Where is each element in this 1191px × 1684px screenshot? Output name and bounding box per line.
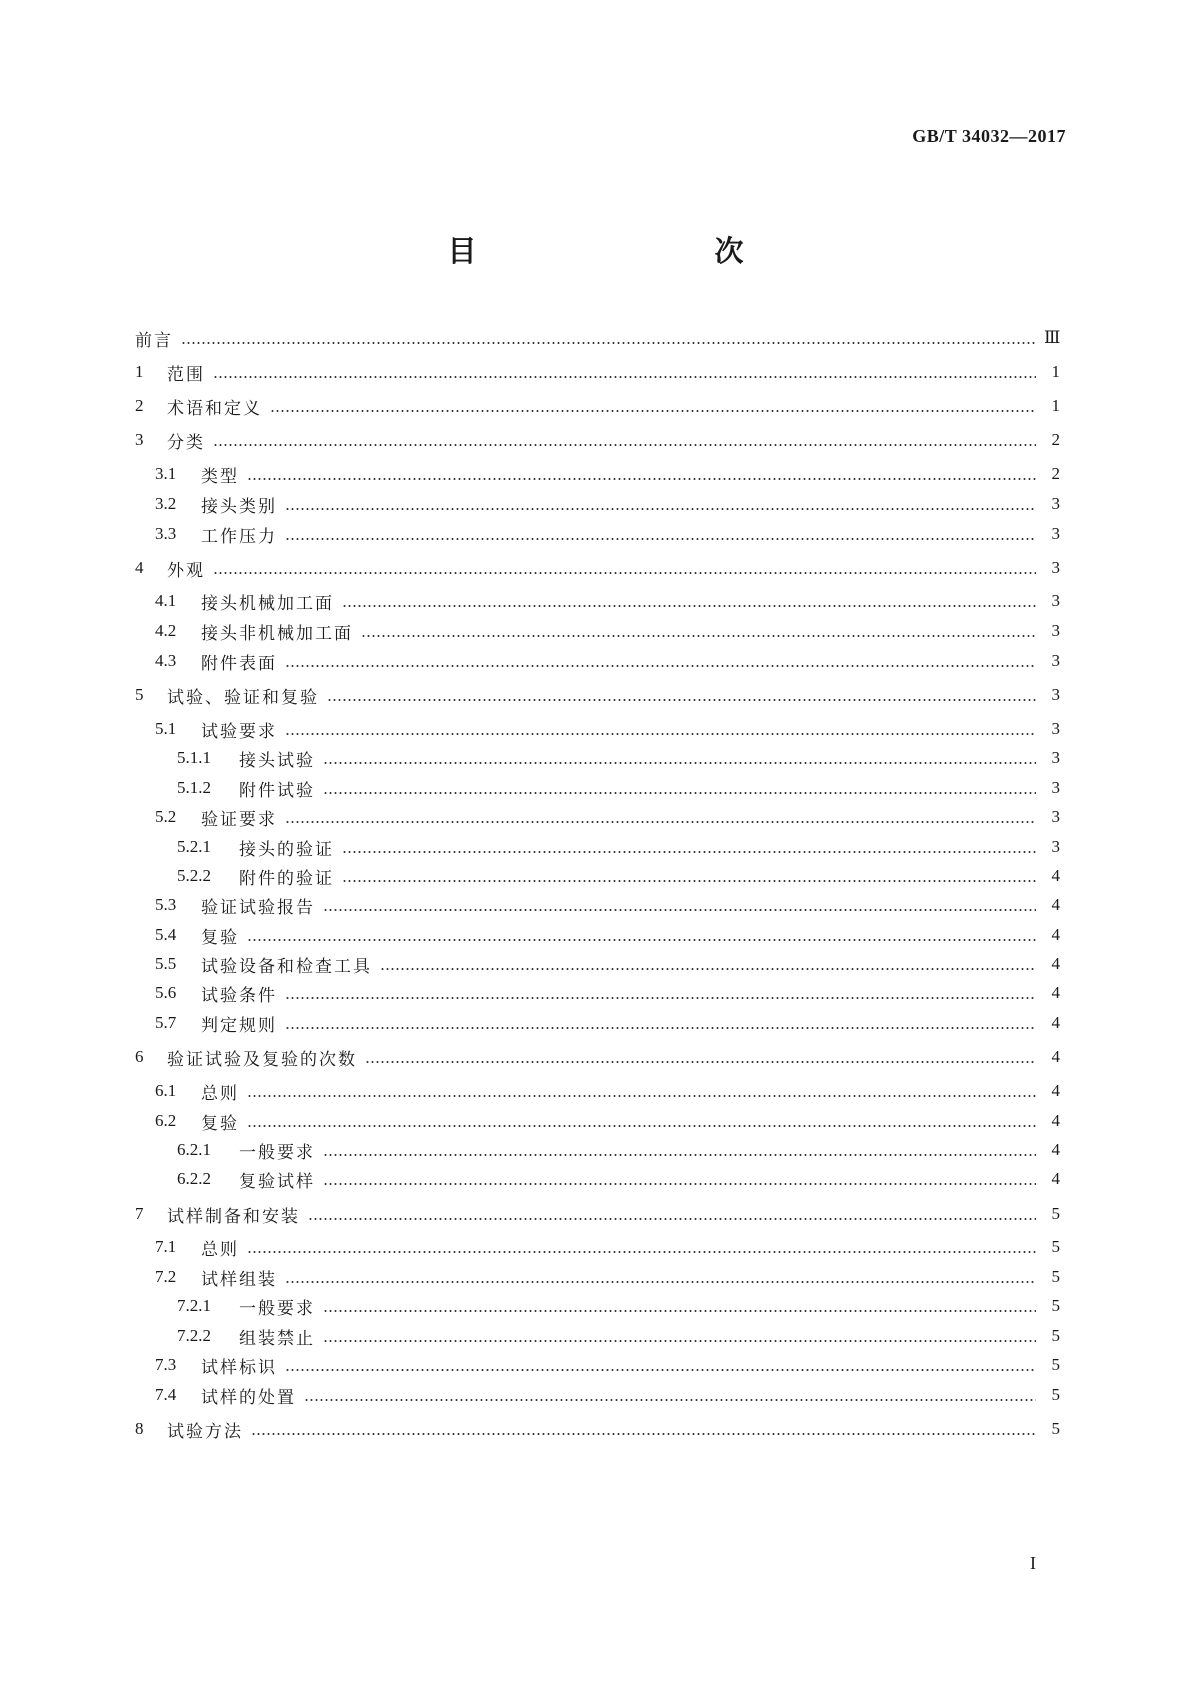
toc-entry-page: 3 — [1051, 748, 1060, 767]
toc-entry-label: 试验条件 — [201, 985, 277, 1006]
toc-entry[interactable] — [135, 461, 1060, 487]
toc-entry-label: 接头试验 — [239, 750, 315, 771]
toc-entry-page: 4 — [1051, 895, 1060, 914]
toc-entry-page: 3 — [1051, 558, 1060, 577]
toc-entry-number: 2 — [135, 396, 144, 415]
toc-entry-number: 3.2 — [155, 494, 177, 513]
toc-entry-label: 判定规则 — [201, 1015, 277, 1036]
toc-entry-page: 5 — [1051, 1326, 1060, 1345]
toc-entry-number: 3.3 — [155, 524, 177, 543]
dot-leader — [270, 410, 1036, 412]
toc-entry[interactable] — [135, 359, 1060, 385]
toc-entry-label: 总则 — [201, 1239, 239, 1260]
toc-entry-number: 7.3 — [155, 1355, 177, 1374]
toc-entry[interactable] — [135, 1352, 1060, 1378]
toc-entry-number: 5.2 — [155, 807, 177, 826]
toc-entry[interactable] — [135, 588, 1060, 614]
toc-entry-page: 5 — [1051, 1204, 1060, 1223]
dot-leader — [342, 605, 1036, 607]
toc-entry-label: 接头非机械加工面 — [201, 623, 353, 644]
toc-entry-number: 1 — [135, 362, 144, 381]
dot-leader — [308, 1218, 1036, 1220]
toc-entry-number: 6.1 — [155, 1081, 177, 1100]
toc-entry[interactable] — [135, 863, 1060, 889]
toc-entry-label: 试验要求 — [201, 721, 277, 742]
toc-entry-label: 类型 — [201, 466, 239, 487]
dot-leader — [323, 1183, 1036, 1185]
dot-leader — [365, 1061, 1036, 1063]
toc-entry-label: 试样制备和安装 — [167, 1206, 300, 1227]
toc-entry[interactable] — [135, 1293, 1060, 1319]
toc-entry-page: 3 — [1051, 837, 1060, 856]
toc-entry[interactable] — [135, 834, 1060, 860]
toc-entry-label: 复验 — [201, 927, 239, 948]
toc-entry-number: 4.1 — [155, 591, 177, 610]
toc-entry-page: Ⅲ — [1044, 328, 1061, 347]
toc-entry-page: 5 — [1051, 1267, 1060, 1286]
dot-leader — [213, 572, 1036, 574]
toc-entry-number: 4 — [135, 558, 144, 577]
toc-entry-label: 术语和定义 — [167, 398, 262, 419]
toc-entry-number: 7.2.2 — [177, 1326, 211, 1345]
toc-entry[interactable] — [135, 618, 1060, 644]
toc-entry[interactable] — [135, 555, 1060, 581]
dot-leader — [213, 376, 1036, 378]
toc-entry[interactable] — [135, 393, 1060, 419]
toc-entry-page: 1 — [1051, 396, 1060, 415]
toc-entry-number: 3 — [135, 430, 144, 449]
dot-leader — [361, 635, 1036, 637]
toc-entry-number: 5.1.2 — [177, 778, 211, 797]
toc-entry-number: 6.2 — [155, 1111, 177, 1130]
toc-entry-page: 4 — [1051, 1140, 1060, 1159]
toc-entry-page: 5 — [1051, 1237, 1060, 1256]
toc-entry-label: 附件试验 — [239, 780, 315, 801]
toc-entry[interactable] — [135, 892, 1060, 918]
toc-entry[interactable] — [135, 1166, 1060, 1192]
toc-entry-page: 4 — [1051, 954, 1060, 973]
toc-entry-label: 一般要求 — [239, 1142, 315, 1163]
toc-entry[interactable] — [135, 682, 1060, 708]
toc-entry[interactable] — [135, 1416, 1060, 1442]
toc-entry-number: 6.2.1 — [177, 1140, 211, 1159]
toc-entry[interactable] — [135, 1078, 1060, 1104]
dot-leader — [323, 1154, 1036, 1156]
dot-leader — [247, 1095, 1036, 1097]
toc-entry-label: 试验、验证和复验 — [167, 687, 319, 708]
dot-leader — [327, 699, 1036, 701]
toc-entry-label: 外观 — [167, 560, 205, 581]
dot-leader — [285, 1027, 1036, 1029]
toc-entry-number: 5.5 — [155, 954, 177, 973]
toc-entry[interactable] — [135, 521, 1060, 547]
dot-leader — [251, 1433, 1036, 1435]
toc-entry-label: 试样标识 — [201, 1357, 277, 1378]
toc-entry-number: 5.1.1 — [177, 748, 211, 767]
toc-entry-label: 附件表面 — [201, 653, 277, 674]
toc-entry-page: 3 — [1051, 591, 1060, 610]
toc-entry-page: 3 — [1051, 807, 1060, 826]
toc-entry[interactable] — [135, 951, 1060, 977]
toc-entry-page: 3 — [1051, 651, 1060, 670]
toc-entry-label: 验证试验及复验的次数 — [167, 1049, 357, 1070]
toc-entry[interactable] — [135, 922, 1060, 948]
toc-entry-number: 7.1 — [155, 1237, 177, 1256]
dot-leader — [285, 997, 1036, 999]
dot-leader — [285, 508, 1036, 510]
page-number: I — [1030, 1553, 1036, 1573]
dot-leader — [285, 733, 1036, 735]
toc-entry-label: 试验设备和检查工具 — [201, 956, 372, 977]
toc-entry-label: 试样组装 — [201, 1269, 277, 1290]
dot-leader — [285, 1369, 1036, 1371]
dot-leader — [285, 821, 1036, 823]
toc-entry[interactable] — [135, 648, 1060, 674]
toc-entry-number: 5.4 — [155, 925, 177, 944]
toc-entry[interactable] — [135, 1234, 1060, 1260]
toc-entry-label: 接头类别 — [201, 496, 277, 517]
toc-entry-number: 4.3 — [155, 651, 177, 670]
toc-entry-number: 5.2.1 — [177, 837, 211, 856]
toc-entry-label: 试样的处置 — [201, 1387, 296, 1408]
toc-entry-page: 1 — [1051, 362, 1060, 381]
toc-entry-label: 复验试样 — [239, 1171, 315, 1192]
toc-entry[interactable] — [135, 325, 1060, 351]
toc-entry-page: 5 — [1051, 1419, 1060, 1438]
toc-entry[interactable] — [135, 1201, 1060, 1227]
toc-entry-page: 3 — [1051, 778, 1060, 797]
toc-entry[interactable] — [135, 491, 1060, 517]
dot-leader — [181, 342, 1036, 344]
toc-entry[interactable] — [135, 1137, 1060, 1163]
toc-entry-number: 5.1 — [155, 719, 177, 738]
dot-leader — [285, 538, 1036, 540]
toc-entry-number: 7.4 — [155, 1385, 177, 1404]
toc-entry-number: 5.6 — [155, 983, 177, 1002]
dot-leader — [247, 478, 1036, 480]
toc-entry-page: 3 — [1051, 494, 1060, 513]
toc-entry-number: 3.1 — [155, 464, 177, 483]
dot-leader — [285, 1281, 1036, 1283]
toc-entry[interactable] — [135, 1264, 1060, 1290]
dot-leader — [323, 1340, 1036, 1342]
toc-entry-page: 2 — [1051, 464, 1060, 483]
page-title: 目 次 — [447, 234, 804, 268]
toc-entry-page: 5 — [1051, 1355, 1060, 1374]
toc-entry[interactable] — [135, 1323, 1060, 1349]
toc-entry-number: 8 — [135, 1419, 144, 1438]
toc-entry[interactable] — [135, 775, 1060, 801]
toc-entry-number: 7.2.1 — [177, 1296, 211, 1315]
toc-entry-label: 工作压力 — [201, 526, 277, 547]
toc-entry[interactable] — [135, 1044, 1060, 1070]
dot-leader — [247, 1125, 1036, 1127]
dot-leader — [323, 792, 1036, 794]
toc-entry-number: 7 — [135, 1204, 144, 1223]
toc-entry-page: 3 — [1051, 621, 1060, 640]
dot-leader — [323, 762, 1036, 764]
toc-entry-page: 3 — [1051, 719, 1060, 738]
toc-entry-label: 接头机械加工面 — [201, 593, 334, 614]
toc-entry-label: 验证试验报告 — [201, 897, 315, 918]
toc-entry-number: 4.2 — [155, 621, 177, 640]
toc-entry-label: 试验方法 — [167, 1421, 243, 1442]
toc-entry-label: 验证要求 — [201, 809, 277, 830]
toc-entry-page: 4 — [1051, 866, 1060, 885]
dot-leader — [285, 665, 1036, 667]
toc-entry-page: 4 — [1051, 1111, 1060, 1130]
toc-entry[interactable] — [135, 980, 1060, 1006]
toc-entry-number: 5.3 — [155, 895, 177, 914]
toc-entry-page: 4 — [1051, 983, 1060, 1002]
toc-entry-page: 4 — [1051, 1081, 1060, 1100]
toc-entry-number: 6 — [135, 1047, 144, 1066]
dot-leader — [213, 444, 1036, 446]
toc-entry-page: 4 — [1051, 1013, 1060, 1032]
toc-entry[interactable] — [135, 1010, 1060, 1036]
standard-code: GB/T 34032—2017 — [912, 126, 1066, 146]
toc-entry-page: 5 — [1051, 1296, 1060, 1315]
toc-entry-label: 一般要求 — [239, 1298, 315, 1319]
toc-entry[interactable] — [135, 427, 1060, 453]
toc-entry-page: 4 — [1051, 1047, 1060, 1066]
toc-entry-page: 3 — [1051, 524, 1060, 543]
toc-entry-number: 7.2 — [155, 1267, 177, 1286]
toc-entry-label: 分类 — [167, 432, 205, 453]
toc-entry-page: 2 — [1051, 430, 1060, 449]
toc-entry-label: 复验 — [201, 1113, 239, 1134]
toc-entry-label: 接头的验证 — [239, 839, 334, 860]
dot-leader — [342, 851, 1036, 853]
toc-entry-page: 5 — [1051, 1385, 1060, 1404]
toc-entry-number: 5 — [135, 685, 144, 704]
dot-leader — [323, 909, 1036, 911]
dot-leader — [247, 1251, 1036, 1253]
toc-entry-number: 5.2.2 — [177, 866, 211, 885]
toc-entry-label: 范围 — [167, 364, 205, 385]
toc-entry-label: 附件的验证 — [239, 868, 334, 889]
toc-entry-number: 5.7 — [155, 1013, 177, 1032]
toc-entry-label: 前言 — [135, 330, 173, 351]
toc-entry-page: 4 — [1051, 925, 1060, 944]
toc-entry[interactable] — [135, 1382, 1060, 1408]
toc-entry-label: 组装禁止 — [239, 1328, 315, 1349]
dot-leader — [323, 1310, 1036, 1312]
toc-entry[interactable] — [135, 716, 1060, 742]
toc-entry[interactable] — [135, 804, 1060, 830]
toc-entry[interactable] — [135, 745, 1060, 771]
toc-entry-page: 4 — [1051, 1169, 1060, 1188]
dot-leader — [342, 880, 1036, 882]
toc-entry[interactable] — [135, 1108, 1060, 1134]
toc-entry-label: 总则 — [201, 1083, 239, 1104]
toc-entry-number: 6.2.2 — [177, 1169, 211, 1188]
toc-entry-page: 3 — [1051, 685, 1060, 704]
dot-leader — [247, 939, 1036, 941]
dot-leader — [380, 968, 1036, 970]
dot-leader — [304, 1399, 1036, 1401]
